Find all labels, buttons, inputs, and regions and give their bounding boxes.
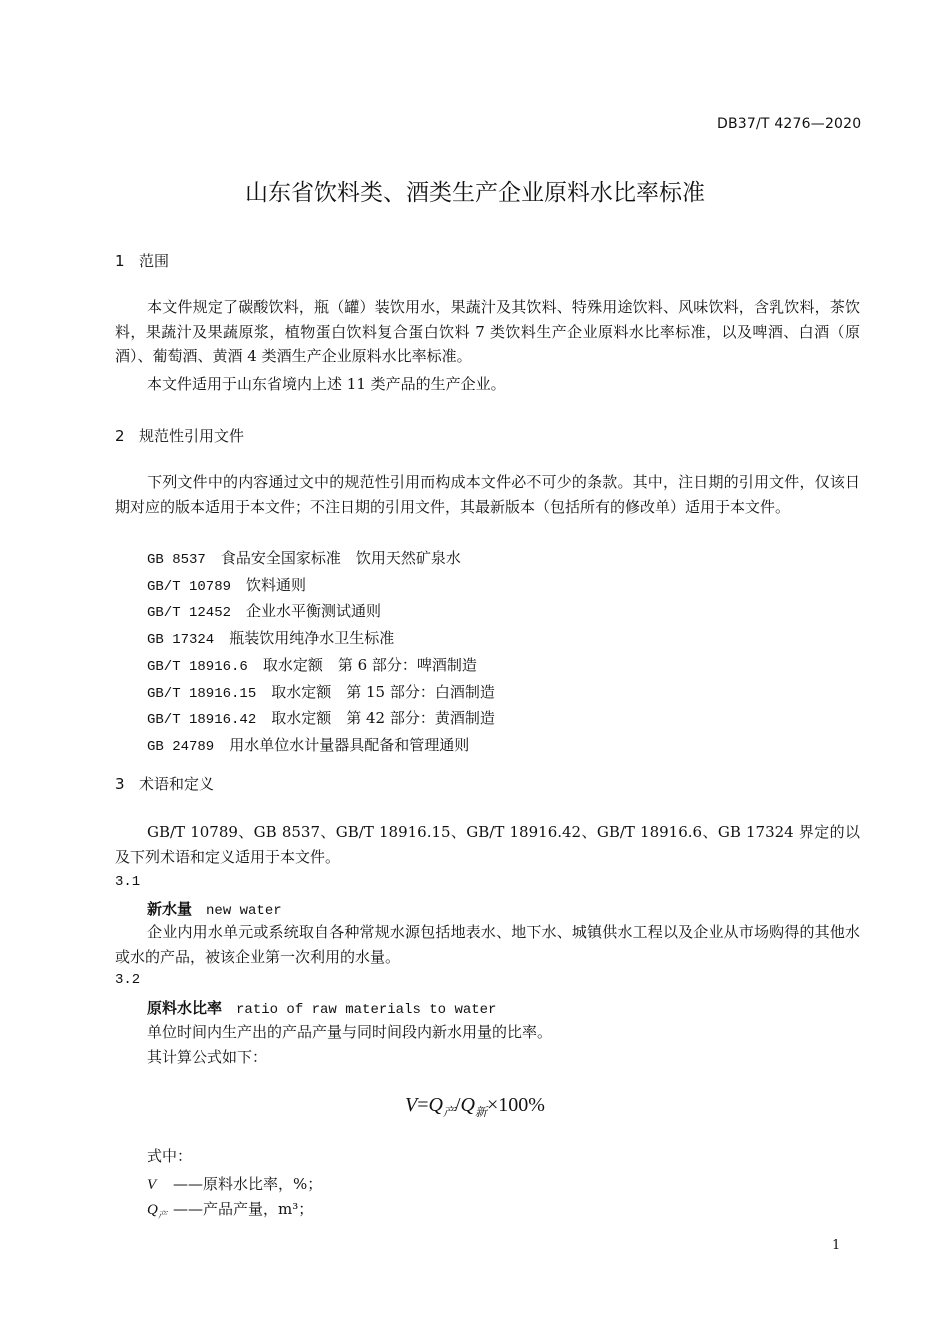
- formula: $V=Q_产/Q_新\times 100\%$: [405, 1094, 545, 1119]
- reference-item: GB/T 18916.15 取水定额 第 15 部分：白酒制造: [147, 682, 495, 702]
- terms-intro: GB/T 10789、GB 8537、GB/T 18916.15、GB/T 18916.42、GB/T 18916.6、GB 17324 界定的以及下列术语和定义适用于本文件。: [115, 823, 860, 866]
- section-title: 术语和定义: [139, 775, 215, 793]
- scope-paragraph-1: 本文件规定了碳酸饮料，瓶（罐）装饮用水，果蔬汁及其饮料、特殊用途饮料、风味饮料，含乳饮料，茶饮料，果蔬汁及果蔬原浆，植物蛋白饮料复合蛋白饮料 7 类饮料生产企业原料水比率标准，以及啤酒、白酒（原酒）、葡萄酒、黄酒 4 类酒生产企业原料水比率标准。: [115, 298, 860, 365]
- section-3-heading: [115, 773, 214, 794]
- variable-definition: V ——原料水比率，%；: [147, 1175, 323, 1193]
- section-number: 1: [115, 252, 125, 270]
- reference-item: GB 8537 食品安全国家标准 饮用天然矿泉水: [147, 549, 461, 568]
- section-2-heading: [115, 425, 244, 446]
- term-name: 原料水比率 ratio of raw materials to water: [147, 999, 497, 1018]
- section-number: 2: [115, 427, 125, 445]
- reference-list: [147, 546, 495, 760]
- term-name: 新水量 new water: [147, 900, 282, 919]
- section-1-heading: [115, 250, 169, 271]
- reference-item: GB 24789 用水单位水计量器具配备和管理通则: [147, 735, 470, 755]
- document-title: 山东省饮料类、酒类生产企业原料水比率标准: [245, 180, 705, 206]
- section-number: 3: [115, 775, 125, 793]
- reference-item: GB/T 10789 饮料通则: [147, 575, 307, 595]
- normative-references-intro: 下列文件中的内容通过文中的规范性引用而构成本文件必不可少的条款。其中，注日期的引用文件，仅该日期对应的版本适用于本文件；不注日期的引用文件，其最新版本（包括所有的修改单）适用于本文件。: [115, 473, 860, 516]
- reference-item: GB/T 18916.6 取水定额 第 6 部分：啤酒制造: [147, 655, 477, 675]
- scope-paragraph-2: 本文件适用于山东省境内上述 11 类产品的生产企业。: [147, 375, 506, 393]
- reference-item: GB/T 18916.42 取水定额 第 42 部分：黄酒制造: [147, 709, 495, 729]
- term-number: 3.1: [115, 874, 141, 890]
- standard-code: DB37/T 4276—2020: [717, 116, 862, 132]
- variable-definition: $Q_产$ ——产品产量，m³；: [147, 1200, 314, 1220]
- section-title: 范围: [139, 252, 170, 270]
- reference-item: GB 17324 瓶装饮用纯净水卫生标准: [147, 629, 395, 649]
- section-title: 规范性引用文件: [139, 427, 245, 445]
- term-definition: 单位时间内生产出的产品产量与同时间段内新水用量的比率。: [147, 1023, 553, 1041]
- term-number: 3.2: [115, 972, 141, 988]
- term-definition: 企业内用水单元或系统取自各种常规水源包括地表水、地下水、城镇供水工程以及企业从市场购得的其他水或水的产品，被该企业第一次利用的水量。: [115, 923, 860, 966]
- reference-item: GB/T 12452 企业水平衡测试通则: [147, 602, 382, 622]
- page-number: 1: [832, 1238, 841, 1253]
- where-label: 式中：: [147, 1147, 193, 1165]
- formula-intro: 其计算公式如下：: [147, 1048, 268, 1066]
